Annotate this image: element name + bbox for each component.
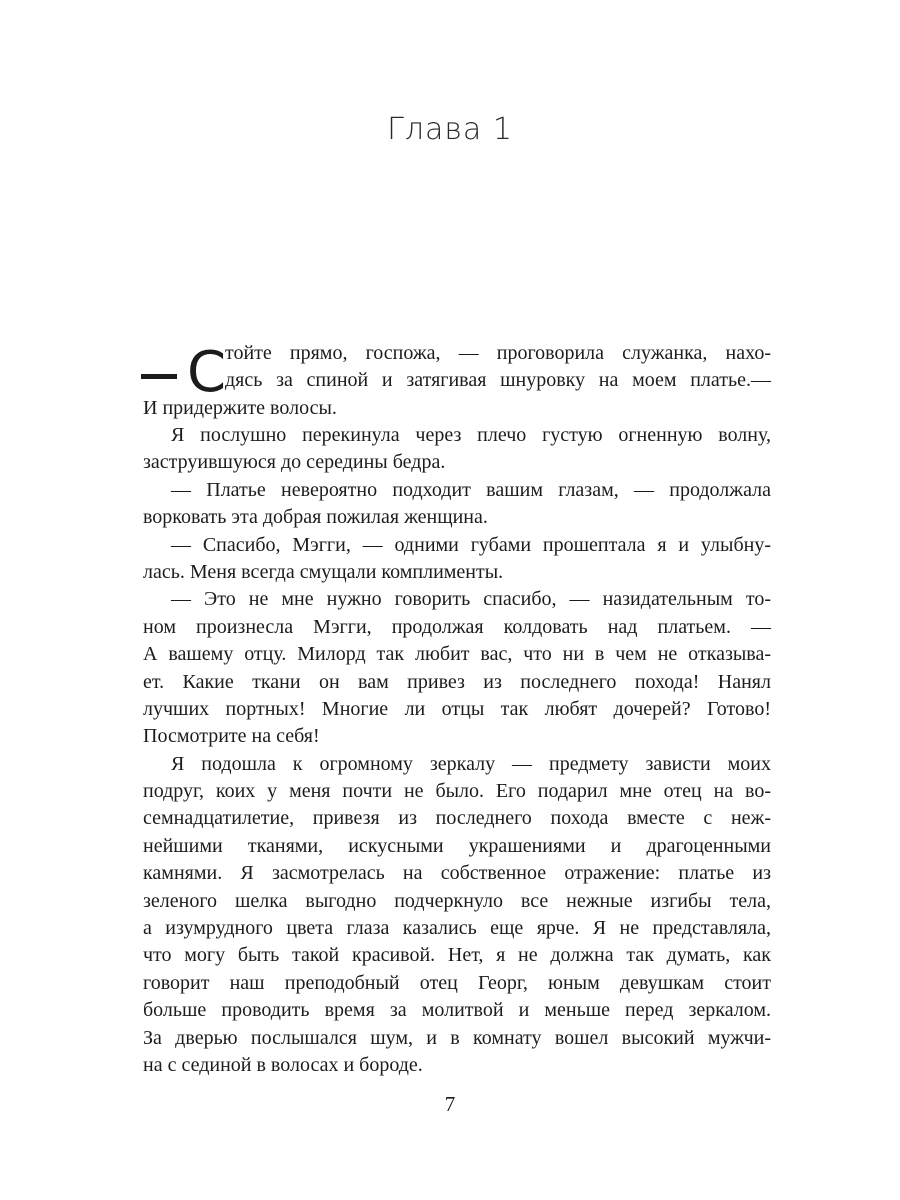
text-line: заструившуюся до середины бедра. [143, 451, 446, 474]
text-line: Я подошла к огромному зеркалу — предмету зависти моих [171, 752, 771, 775]
text-line: камнями. Я засмотрелась на собственное отражение: платье из [143, 862, 771, 885]
text-line: Посмотрите на себя! [143, 725, 320, 748]
text-line: — Платье невероятно подходит вашим глазам, — продолжала [171, 478, 771, 501]
text-line: нейшими тканями, искусными украшениями и драгоценными [143, 834, 771, 857]
text-line: За дверью послышался шум, и в комнату вошел высокий мужчи- [143, 1026, 771, 1049]
first-paragraph [143, 340, 771, 422]
text-line: тойте прямо, госпожа, — проговорила служанка, нахо- [225, 342, 771, 364]
text-line: подруг, коих у меня почти не было. Его подарил мне отец на во- [143, 780, 771, 803]
text-line: ворковать эта добрая пожилая женщина. [143, 506, 488, 529]
text-line: что могу быть такой красивой. Нет, я не должна так думать, как [143, 944, 771, 967]
text-line: И придержите волосы. [143, 396, 337, 419]
text-line: зеленого шелка выгодно подчеркнуло все нежные изгибы тела, [143, 889, 771, 912]
text-line: — Спасибо, Мэгги, — одними губами прошептала я и улыбну- [171, 533, 771, 556]
text-line: говорит наш преподобный отец Георг, юным девушкам стоит [143, 971, 771, 994]
text-line: семнадцатилетие, привезя из последнего похода вместе с неж- [143, 807, 771, 830]
dropcap-dash [141, 374, 177, 379]
text-line: Я послушно перекинула через плечо густую огненную волну, [171, 424, 771, 446]
page-number: 7 [444, 1092, 456, 1116]
text-line: а изумрудного цвета глаза казались еще ярче. Я не представляла, [143, 917, 771, 940]
text-line: лась. Меня всегда смущали комплименты. [143, 560, 504, 583]
text-line: лучших портных! Многие ли отцы так любят дочерей? Готово! [143, 697, 771, 720]
text-line: на с сединой в волосах и бороде. [143, 1053, 423, 1076]
paragraph-lines [143, 422, 771, 1079]
body-text [143, 340, 771, 1079]
text-line: ном произнесла Мэгги, продолжая колдовать над платьем. — [143, 615, 771, 638]
text-line: ет. Какие ткани он вам привез из последнего похода! Нанял [143, 670, 771, 693]
chapter-title: Глава 1 [387, 112, 513, 147]
text-line: — Это не мне нужно говорить спасибо, — назидательным то- [171, 588, 771, 611]
dropcap-letter: С [187, 340, 227, 405]
text-line: А вашему отцу. Милорд так любит вас, что ни в чем не отказыва- [143, 643, 771, 666]
text-line: больше проводить время за молитвой и меньше перед зеркалом. [143, 999, 771, 1022]
text-line: дясь за спиной и затягивая шнуровку на моем платье.— [225, 369, 771, 392]
